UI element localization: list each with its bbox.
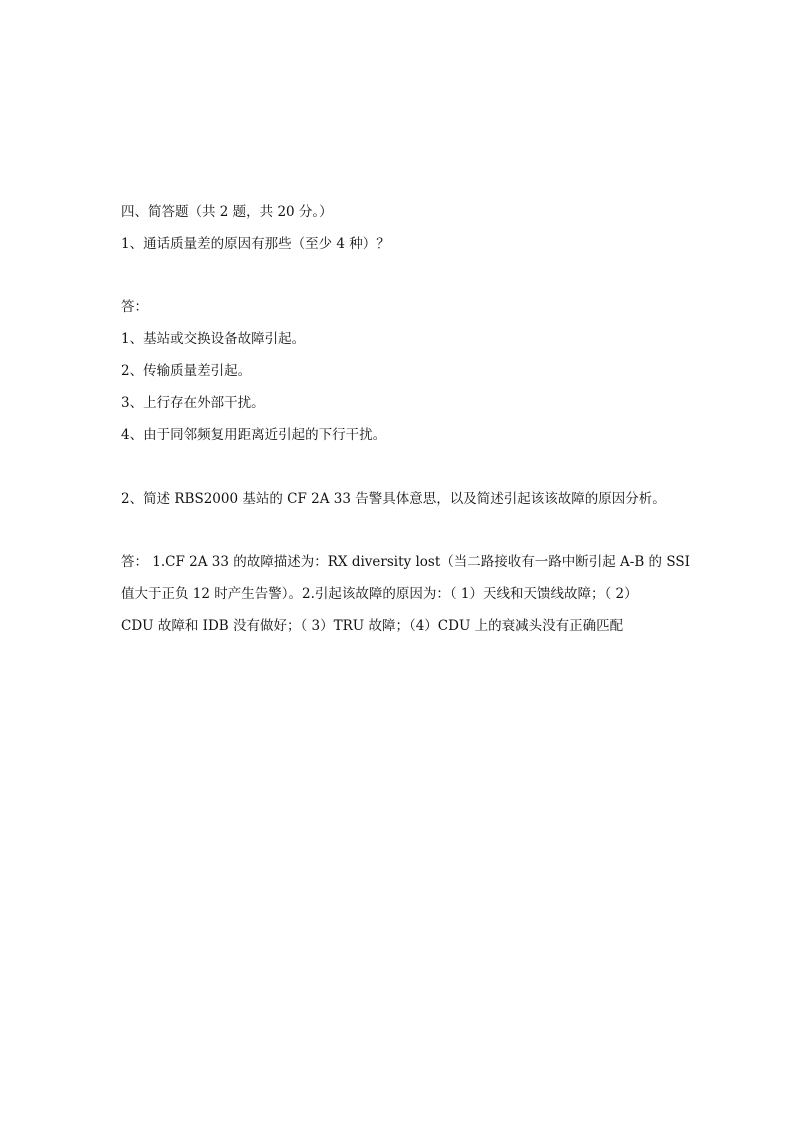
answer-1-label: 答： — [121, 299, 148, 315]
answer-2-line-3: CDU 故障和 IDB 没有做好；（ 3）TRU 故障；（4）CDU 上的衰减头没有正确匹配 — [121, 618, 624, 634]
question-1: 1、通话质量差的原因有那些（至少 4 种）？ — [121, 236, 390, 252]
answer-1-item-2: 2、传输质量差引起。 — [121, 363, 252, 379]
question-2: 2、简述 RBS2000 基站的 CF 2A 33 告警具体意思，以及简述引起该该故障的原因分析。 — [121, 491, 666, 507]
answer-1-item-4: 4、由于同邻频复用距离近引起的下行干扰。 — [121, 427, 387, 443]
answer-1-item-1: 1、基站或交换设备故障引起。 — [121, 331, 306, 347]
answer-2-line-1: 答： 1.CF 2A 33 的故障描述为：RX diversity lost（当二路接收有一路中断引起 A-B 的 SSI — [121, 554, 690, 570]
answer-1-item-3: 3、上行存在外部干扰。 — [121, 395, 265, 411]
section-heading: 四、简答题（共 2 题，共 20 分。） — [121, 204, 333, 220]
answer-2-line-2: 值大于正负 12 时产生告警）。2.引起该故障的原因为：（ 1）天线和天馈线故障；（ 2） — [121, 586, 638, 602]
